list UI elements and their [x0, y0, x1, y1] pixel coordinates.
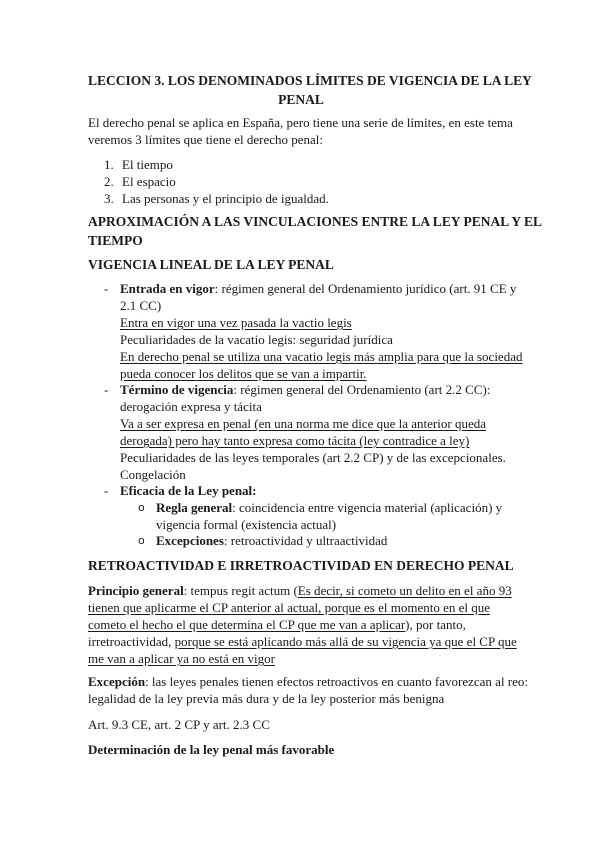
list-number: 3.: [104, 191, 114, 206]
entrada-en-vigor-block: Entrada en vigor: régimen general del Ordenamiento jurídico (art. 91 CE y 2.1 CC) Entra en vigor una vez pasada la vactio legis Peculiaridades de la vacatio legis: seguridad jurídica En derecho penal se utiliza una vacatio legis más amplia para que la sociedad pueda conocer los delitos que se van a impartir.: [120, 281, 523, 381]
lesson-title: [88, 71, 532, 109]
list-item: Las personas y el principio de igualdad.: [122, 191, 329, 206]
principio-general-paragraph: Principio general: tempus regit actum (Es decir, si cometo un delito en el año 93 tienen que aplicarme el CP anterior al actual, porque es el momento en el que cometo el hecho el que determina el CP que me van a aplicar), por tanto, irretroactividad, porque se está aplicando más allá de su vigencia ya que el CP que me van a aplicar ya no está en vigor: [88, 583, 517, 666]
subheading-ley-mas-favorable: Determinación de la ley penal más favorable: [88, 742, 335, 757]
title-line-1: LECCION 3. LOS DENOMINADOS LÍMITES DE VIGENCIA DE LA LEY: [88, 73, 532, 88]
circle-bullet: o: [138, 501, 145, 514]
entrada-label: Entrada en vigor: [120, 281, 215, 296]
list-item: El tiempo: [122, 157, 173, 172]
excepciones-block: Excepciones: retroactividad y ultraactividad: [156, 533, 388, 548]
regla-general-block: Regla general: coincidencia entre vigencia material (aplicación) y vigencia formal (existencia actual): [156, 500, 503, 532]
section-heading-vigencia: VIGENCIA LINEAL DE LA LEY PENAL: [88, 257, 334, 272]
list-number: 1.: [104, 157, 114, 172]
termino-label: Término de vigencia: [120, 382, 234, 397]
articles-reference: Art. 9.3 CE, art. 2 CP y art. 2.3 CC: [88, 717, 270, 732]
dash-bullet: -: [104, 483, 109, 498]
dash-bullet: -: [104, 281, 109, 296]
dash-bullet: -: [104, 382, 109, 397]
excepcion-paragraph: Excepción: las leyes penales tienen efectos retroactivos en cuanto favorezcan al reo: legalidad de la ley previa más dura y de la ley posterior más benigna: [88, 674, 529, 706]
intro-paragraph: El derecho penal se aplica en España, pero tiene una serie de límites, en este tema veremos 3 límites que tiene el derecho penal:: [88, 115, 513, 147]
eficacia-label: Eficacia de la Ley penal:: [120, 483, 257, 498]
section-heading-aproximacion: APROXIMACIÓN A LAS VINCULACIONES ENTRE LA LEY PENAL Y EL TIEMPO: [88, 214, 542, 248]
termino-de-vigencia-block: Término de vigencia: régimen general del Ordenamiento (art 2.2 CC): derogación expresa y tácita Va a ser expresa en penal (en una norma me dice que la anterior queda derogada) pero hay tanto expresa como tácita (ley contradice a ley) Peculiaridades de las leyes temporales (art 2.2 CP) y de las excepcionales. Congelación: [120, 382, 506, 482]
section-heading-retroactividad: RETROACTIVIDAD E IRRETROACTIVIDAD EN DERECHO PENAL: [88, 558, 514, 573]
list-number: 2.: [104, 174, 114, 189]
list-item: El espacio: [122, 174, 176, 189]
circle-bullet: o: [138, 534, 145, 547]
title-line-2: PENAL: [278, 92, 324, 107]
